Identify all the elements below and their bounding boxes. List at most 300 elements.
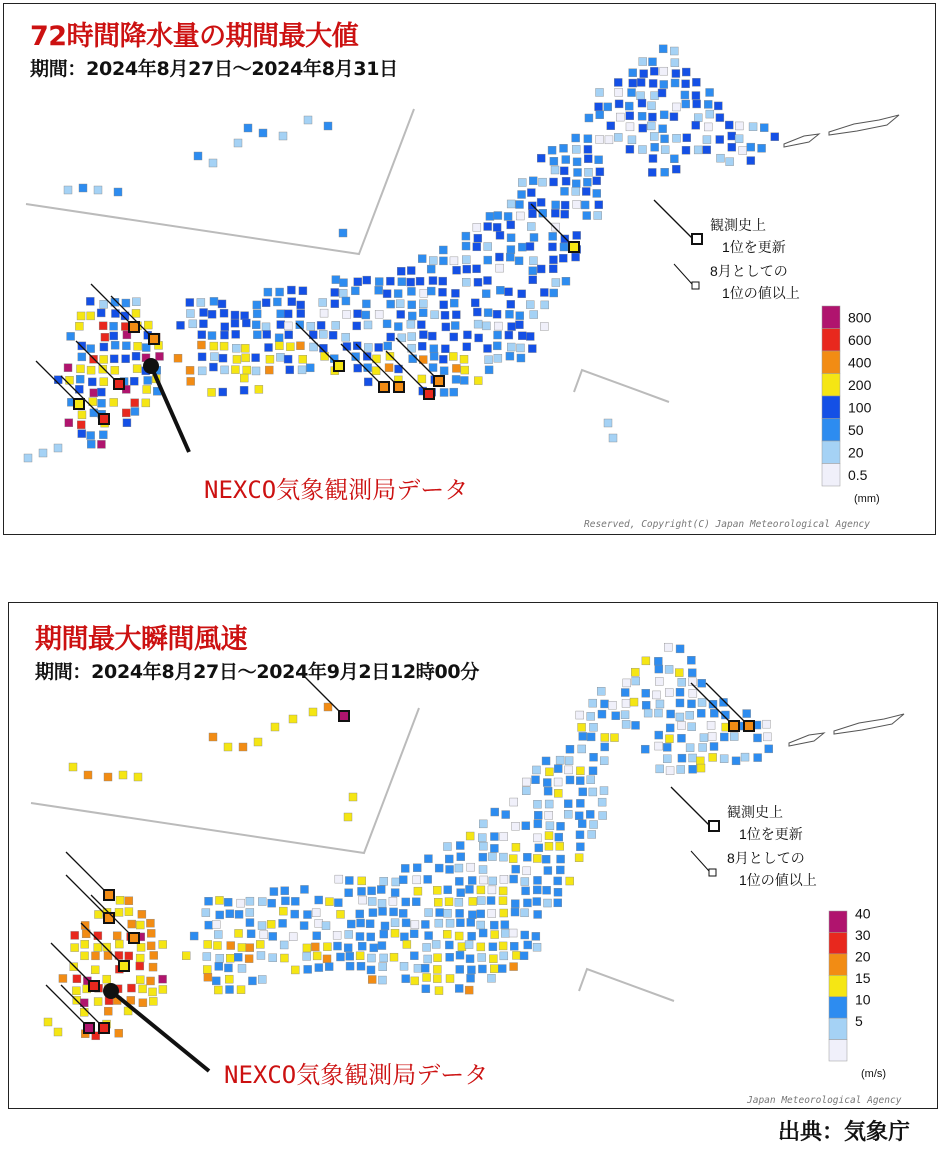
station-marker [176,321,184,329]
station-marker [530,311,538,319]
station-marker [378,899,386,907]
station-marker [500,952,508,960]
station-marker [600,787,608,795]
station-marker [111,366,119,374]
station-marker [379,963,387,971]
station-marker [614,78,622,86]
station-marker [111,341,119,349]
station-marker [200,309,208,317]
station-marker [582,187,590,195]
station-marker [628,89,636,97]
station-marker [512,865,520,873]
station-marker [741,753,749,761]
station-marker [493,310,501,318]
station-marker [408,312,416,320]
station-marker [522,787,530,795]
station-marker [356,910,364,918]
station-marker [488,886,496,894]
station-marker [78,353,86,361]
station-marker [237,986,245,994]
station-marker [353,322,361,330]
station-marker [100,378,108,386]
station-marker [484,344,492,352]
station-marker [208,388,216,396]
legend-color-swatch [829,997,847,1018]
station-marker [510,942,518,950]
station-marker [526,242,534,250]
station-marker [80,1008,88,1016]
legend-color-swatch [822,441,840,464]
station-marker [468,876,476,884]
station-marker [440,388,448,396]
station-marker [676,713,684,721]
station-marker [87,312,95,320]
station-marker [205,897,213,905]
station-marker [648,102,656,110]
annotation-record-label-2: 1位を更新 [722,239,786,255]
station-marker [527,222,535,230]
station-marker [99,431,107,439]
station-marker [276,353,284,361]
island-station-marker [339,229,347,237]
station-marker [435,919,443,927]
station-marker [457,889,465,897]
station-marker [291,897,299,905]
station-marker [456,919,464,927]
station-marker [604,103,612,111]
station-marker [240,386,248,394]
station-marker [573,200,581,208]
station-marker [630,698,638,706]
station-marker [77,312,85,320]
station-marker [412,898,420,906]
station-marker [666,767,674,775]
station-marker [467,974,475,982]
station-marker [387,333,395,341]
annotation-month-label-2: 1位の値以上 [739,872,817,888]
station-marker [626,112,634,120]
legend-color-swatch [822,351,840,374]
legend-tick-label: 0.5 [848,466,868,483]
nexco-pointer-line [111,991,209,1071]
station-marker [392,878,400,886]
station-marker [648,58,656,66]
island-station-marker [69,763,77,771]
station-marker [212,977,220,985]
station-marker [210,297,218,305]
station-marker [494,354,502,362]
station-marker [439,277,447,285]
legend-color-swatch [829,954,847,975]
station-marker [443,930,451,938]
station-marker [763,733,771,741]
station-marker [400,962,408,970]
station-marker [364,378,372,386]
station-marker [562,156,570,164]
station-marker [91,966,99,974]
station-marker [281,887,289,895]
station-marker [515,321,523,329]
station-marker [204,973,212,981]
station-marker [708,732,716,740]
station-marker [357,919,365,927]
station-marker [532,932,540,940]
station-marker [347,920,355,928]
station-marker [307,322,315,330]
station-marker [626,123,634,131]
station-marker [477,897,485,905]
station-marker [375,343,383,351]
station-marker [508,323,516,331]
station-marker [115,908,123,916]
station-marker [495,253,503,261]
station-marker [262,299,270,307]
station-marker [312,909,320,917]
station-marker [463,331,471,339]
station-marker [358,942,366,950]
station-marker [226,954,234,962]
legend-tick-label: 40 [855,905,871,922]
station-marker [473,243,481,251]
station-marker [451,322,459,330]
station-marker [561,210,569,218]
station-marker [511,900,519,908]
station-marker [771,133,779,141]
station-marker [303,944,311,952]
station-marker [561,187,569,195]
station-marker [762,720,770,728]
station-marker [707,721,715,729]
northern-islands-outline [784,115,899,147]
station-marker [488,853,496,861]
station-marker [306,364,314,372]
station-marker [572,253,580,261]
station-marker [457,853,465,861]
station-marker [433,965,441,973]
inset-frame-line [26,109,414,254]
station-marker [144,321,152,329]
station-marker [455,984,463,992]
station-marker [407,278,415,286]
station-marker [523,853,531,861]
station-marker [363,352,371,360]
station-marker [280,941,288,949]
station-marker [720,733,728,741]
station-marker [115,1029,123,1037]
station-marker [659,45,667,53]
station-marker [644,709,652,717]
station-marker [401,864,409,872]
station-marker [247,930,255,938]
station-marker [704,100,712,108]
station-marker [516,312,524,320]
legend-unit-label: (m/s) [861,1068,887,1080]
station-marker [408,301,416,309]
station-marker [518,243,526,251]
station-marker [614,133,622,141]
station-marker [445,941,453,949]
station-marker [212,921,220,929]
station-marker [743,710,751,718]
station-marker [346,962,354,970]
station-marker [487,897,495,905]
station-marker [452,375,460,383]
station-marker [139,999,147,1007]
station-marker [590,821,598,829]
station-marker [422,985,430,993]
station-marker [589,788,597,796]
island-station-marker [239,743,247,751]
station-marker [502,811,510,819]
station-marker [587,776,595,784]
station-marker [225,975,233,983]
station-marker [589,699,597,707]
record-marker [74,399,84,409]
station-marker [446,975,454,983]
station-marker [424,955,432,963]
station-marker [559,254,567,262]
station-marker [231,319,239,327]
station-marker [128,920,136,928]
station-marker [86,297,94,305]
station-marker [433,975,441,983]
station-marker [255,385,263,393]
station-marker [692,121,700,129]
station-marker [380,954,388,962]
station-marker [697,764,705,772]
station-marker [159,940,167,948]
station-marker [394,290,402,298]
station-marker [136,954,144,962]
station-marker [258,975,266,983]
station-marker [408,333,416,341]
station-marker [600,757,608,765]
station-marker [522,822,530,830]
station-marker [450,299,458,307]
station-marker [450,257,458,265]
station-marker [706,88,714,96]
station-marker [716,136,724,144]
station-marker [434,898,442,906]
station-marker [439,257,447,265]
station-marker [688,723,696,731]
station-marker [597,687,605,695]
station-marker [465,941,473,949]
station-marker [357,962,365,970]
station-marker [696,757,704,765]
station-marker [203,953,211,961]
station-marker [484,256,492,264]
station-marker [576,831,584,839]
station-marker [548,146,556,154]
station-marker [280,954,288,962]
record-marker [129,933,139,943]
station-marker [197,298,205,306]
station-marker [413,864,421,872]
station-marker [671,79,679,87]
station-marker [103,943,111,951]
station-marker [623,679,631,687]
station-marker [354,278,362,286]
northern-islands-outline [789,714,904,746]
station-marker [402,898,410,906]
station-marker [483,276,491,284]
station-marker [380,877,388,885]
station-marker [537,198,545,206]
station-marker [540,322,548,330]
station-marker [527,189,535,197]
station-marker [522,887,530,895]
station-marker [518,290,526,298]
station-marker [100,355,108,363]
station-marker [631,668,639,676]
station-marker [452,364,460,372]
station-marker [275,334,283,342]
station-marker [320,309,328,317]
station-marker [216,911,224,919]
station-marker [237,899,245,907]
station-marker [672,134,680,142]
station-marker [75,322,83,330]
station-marker [474,377,482,385]
station-marker [358,877,366,885]
station-marker [186,298,194,306]
station-marker [458,943,466,951]
station-marker [429,364,437,372]
station-marker [136,921,144,929]
station-marker [235,910,243,918]
station-marker [484,243,492,251]
station-marker [654,709,662,717]
station-marker [384,342,392,350]
station-marker [337,910,345,918]
rainfall-map-panel [3,3,936,535]
station-marker [242,319,250,327]
legend-color-swatch [822,464,840,487]
station-marker [391,889,399,897]
station-marker [526,332,534,340]
record-leader-line [66,852,108,894]
station-marker [440,301,448,309]
station-marker [616,113,624,121]
station-marker [299,355,307,363]
station-marker [664,643,672,651]
station-marker [346,952,354,960]
station-marker [363,276,371,284]
station-marker [263,330,271,338]
station-marker [665,665,673,673]
station-marker [428,332,436,340]
station-marker [432,940,440,948]
station-marker [628,136,636,144]
station-marker [149,988,157,996]
station-marker [345,876,353,884]
station-marker [709,753,717,761]
station-marker [650,132,658,140]
nexco-pointer-line [151,366,189,452]
station-marker [671,59,679,67]
station-marker [455,877,463,885]
station-marker [131,407,139,415]
station-marker [91,952,99,960]
legend-tick-label: 50 [848,421,864,438]
station-marker [296,342,304,350]
station-marker [471,299,479,307]
station-marker [638,146,646,154]
station-marker [480,876,488,884]
station-marker [238,943,246,951]
station-marker [147,942,155,950]
station-marker [596,168,604,176]
station-marker [677,765,685,773]
station-marker [343,310,351,318]
island-station-marker [349,793,357,801]
station-marker [235,929,243,937]
station-marker [572,180,580,188]
station-marker [186,366,194,374]
source-credit: 出典：気象庁 [777,1120,910,1145]
station-marker [424,855,432,863]
station-marker [678,678,686,686]
island-station-marker [79,184,87,192]
island-station-marker [309,708,317,716]
station-marker [579,732,587,740]
station-marker [418,255,426,263]
station-marker [682,80,690,88]
station-marker [359,896,367,904]
station-marker [110,355,118,363]
station-marker [562,177,570,185]
island-station-marker [609,434,617,442]
station-marker [626,145,634,153]
station-marker [534,820,542,828]
station-marker [277,310,285,318]
station-marker [477,886,485,894]
station-marker [499,887,507,895]
station-marker [549,265,557,273]
station-marker [498,965,506,973]
station-marker [97,388,105,396]
station-marker [625,102,633,110]
island-station-marker [119,771,127,779]
station-marker [687,656,695,664]
station-marker [354,364,362,372]
station-marker [317,321,325,329]
station-marker [474,320,482,328]
station-marker [648,168,656,176]
station-marker [87,345,95,353]
station-marker [666,724,674,732]
station-marker [490,844,498,852]
station-marker [187,377,195,385]
station-marker [329,331,337,339]
station-marker [234,953,242,961]
station-marker [456,951,464,959]
station-marker [698,679,706,687]
rainfall-nexco-box [204,410,550,535]
station-marker [411,921,419,929]
station-marker [512,843,520,851]
legend-tick-label: 5 [855,1012,863,1029]
station-marker [216,954,224,962]
station-marker [400,933,408,941]
station-marker [479,853,487,861]
station-marker [672,165,680,173]
station-marker [510,798,518,806]
station-marker [333,931,341,939]
legend-tick-label: 400 [848,354,872,371]
island-station-marker [54,1028,62,1036]
